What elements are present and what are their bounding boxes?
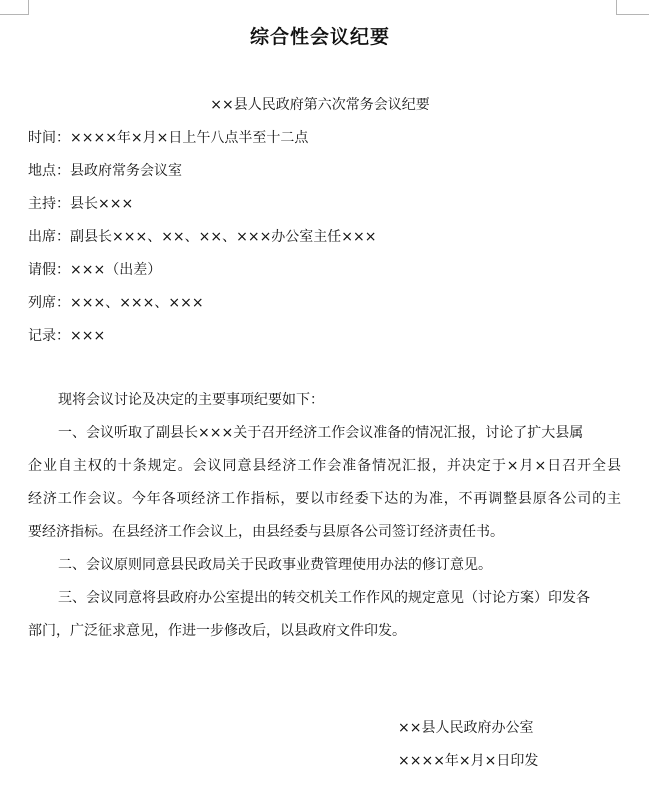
meta-value: 县政府常务会议室 [70,163,182,179]
meta-value: ××× [70,328,106,344]
meta-label: 时间： [28,130,70,146]
meta-value: ×××、×××、××× [70,295,204,311]
item-1-line: 企业自主权的十条规定。会议同意县经济工作会准备情况汇报，并决定于×月×日召开全县 [28,458,621,474]
item-1-line: 经济工作会议。今年各项经济工作指标，要以市经委下达的为准，不再调整县原各公司的主 [28,491,621,507]
meta-observers [28,294,204,312]
meta-value: 副县长×××、××、××、×××办公室主任××× [70,229,377,245]
signature-date: ××××年×月×日印发 [398,753,539,769]
meta-label: 地点： [28,163,70,179]
meta-label: 请假： [28,262,70,278]
meta-value: ××××年×月×日上午八点半至十二点 [70,130,309,146]
meta-label: 记录： [28,328,70,344]
meta-value: ×××（出差） [70,262,162,278]
document-subtitle: ××县人民政府第六次常务会议纪要 [210,97,430,113]
meta-label: 主持： [28,196,70,212]
intro-paragraph: 现将会议讨论及决定的主要事项纪要如下： [58,392,324,408]
item-2-line: 二、会议原则同意县民政局关于民政事业费管理使用办法的修订意见。 [58,557,492,573]
signature-org: ××县人民政府办公室 [398,720,534,736]
item-3-line: 部门，广泛征求意见，作进一步修改后，以县政府文件印发。 [28,623,406,639]
item-1-line: 要经济指标。在县经济工作会议上，由县经委与县原各公司签订经济责任书。 [28,524,504,540]
meta-location [28,162,182,180]
meta-time [28,129,308,147]
meta-host [28,195,133,213]
margin-corner-mark-right [616,0,649,15]
item-3-line: 三、会议同意将县政府办公室提出的转交机关工作作风的规定意见（讨论方案）印发各 [58,590,590,606]
margin-corner-mark-left [0,0,29,15]
meta-label: 出席： [28,229,70,245]
document-title: 综合性会议纪要 [249,26,390,48]
meta-absent [28,261,161,279]
meta-value: 县长××× [70,196,134,212]
item-1-line: 一、会议听取了副县长×××关于召开经济工作会议准备的情况汇报，讨论了扩大县属 [58,425,584,441]
meta-attendees [28,228,377,246]
meta-label: 列席： [28,295,70,311]
meta-recorder [28,327,105,345]
